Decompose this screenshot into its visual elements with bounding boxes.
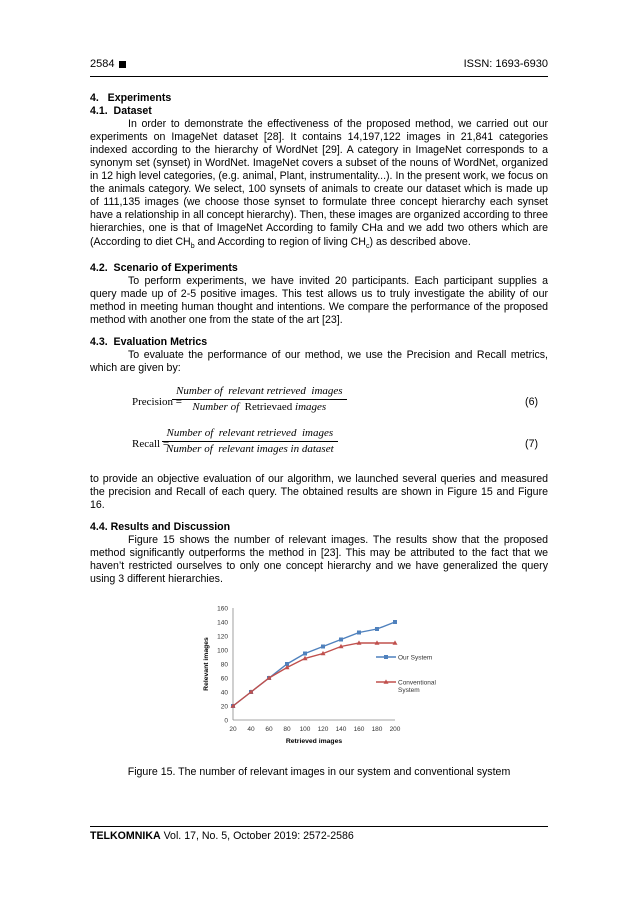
x-tick-label: 140 bbox=[335, 726, 347, 733]
x-tick-label: 80 bbox=[283, 726, 291, 733]
legend-marker bbox=[384, 655, 388, 659]
y-tick-label: 120 bbox=[217, 633, 228, 641]
y-tick-label: 100 bbox=[217, 647, 228, 655]
equation-recall: Recall = Number of relevant retrieved images Number of relevant images in dataset (7) bbox=[132, 427, 538, 456]
y-tick-label: 60 bbox=[220, 675, 228, 683]
paragraph: To evaluate the performance of our method, we use the Precision and Recall metrics, which are given by: bbox=[90, 348, 548, 374]
x-tick-label: 60 bbox=[265, 726, 273, 733]
figure-15-chart bbox=[200, 600, 436, 755]
data-point bbox=[339, 638, 343, 642]
subsection-heading: 4.2. Scenario of Experiments bbox=[90, 261, 238, 274]
y-tick-label: 80 bbox=[220, 661, 228, 669]
footer-rule bbox=[90, 826, 548, 827]
page-footer bbox=[90, 830, 354, 842]
legend-label: System bbox=[398, 687, 420, 694]
x-tick-label: 100 bbox=[299, 726, 311, 733]
data-point bbox=[357, 631, 361, 635]
x-tick-label: 160 bbox=[353, 726, 365, 733]
legend-label: Conventional bbox=[398, 679, 436, 687]
paragraph: Figure 15 shows the number of relevant images. The results show that the proposed method significantly outperforms the method in [23]. This may be attributed to the fact that we haven’t restricted ourselves to only one concept hierarchy and we have generalized the query using 3 different hierarchies. bbox=[90, 534, 548, 586]
data-point bbox=[321, 645, 325, 649]
y-tick-label: 20 bbox=[220, 703, 228, 711]
square-bullet-icon bbox=[119, 61, 126, 68]
page-number: 2584 bbox=[90, 58, 126, 70]
series-line-conventional-system bbox=[233, 643, 395, 706]
issn: ISSN: 1693-6930 bbox=[463, 58, 548, 70]
paragraph: In order to demonstrate the effectiveness of the proposed method, we carried out our experiments on ImageNet dataset [28]. It contains 14,197,122 images in 21,841 categories indexed according to the hierarchy of WordNet [29]. A category in ImageNet corresponds to a synonym set (synset) in WordNet. ImageNet covers a subset of the nouns of WordNet, organized in 12 high level categories, (e.g. animal, Plant, instrumentality...). In the present work, we focus on the animals category. We select, 100 synsets of animals to create our dataset which is made up of 111,135 images (we choose those synset to formulate three concept hierarchy each synset have a relationship in all concept hierarchy). Then, these images are organized according to three hierarchies, one is that of ImageNet According to family CHa and we add two others which are (According to diet $CH_b$ and According to region of living $CH_c$) as described above. bbox=[90, 118, 548, 250]
x-tick-label: 180 bbox=[371, 726, 383, 733]
journal-details: Vol. 17, No. 5, October 2019: 2572-2586 bbox=[163, 830, 354, 842]
y-tick-label: 0 bbox=[224, 717, 228, 725]
x-tick-label: 120 bbox=[317, 726, 329, 733]
figure-caption: Figure 15. The number of relevant images in our system and conventional system bbox=[127, 766, 511, 778]
line-chart bbox=[200, 600, 436, 755]
y-tick-label: 160 bbox=[217, 605, 228, 613]
body-text bbox=[90, 92, 548, 586]
data-point bbox=[393, 620, 397, 624]
paragraph: To perform experiments, we have invited 20 participants. Each participant supplies a query made up of 2-5 positive images. This test allows us to truly investigate the ability of our method in meeting human thought and intentions. We compare the performance of the proposed method with another one from the state of the art [23]. bbox=[90, 274, 548, 326]
y-tick-label: 140 bbox=[217, 619, 228, 627]
journal-name: TELKOMNIKA bbox=[90, 830, 161, 842]
paragraph: to provide an objective evaluation of our algorithm, we launched several queries and measured the precision and Recall of each query. The obtained results are shown in Figure 15 and Figure 16. bbox=[90, 473, 548, 512]
subsection-heading: 4.4. Results and Discussion bbox=[90, 521, 231, 534]
x-tick-label: 200 bbox=[389, 726, 401, 733]
subsection-heading: 4.1. Dataset bbox=[90, 105, 152, 118]
x-axis-label: Retrieved images bbox=[285, 738, 343, 745]
series-line-our-system bbox=[233, 622, 395, 706]
y-tick-label: 40 bbox=[220, 689, 228, 697]
data-point bbox=[375, 627, 379, 631]
header-rule bbox=[90, 76, 548, 77]
x-tick-label: 20 bbox=[229, 726, 237, 733]
y-axis-label: Relevant images bbox=[203, 637, 210, 691]
legend-label: Our System bbox=[398, 654, 433, 662]
subsection-heading: 4.3. Evaluation Metrics bbox=[90, 335, 208, 348]
x-tick-label: 40 bbox=[247, 726, 255, 733]
data-point bbox=[303, 652, 307, 656]
equation-precision: Precision = Number of relevant retrieved images Number of Retrievaed images (6) bbox=[132, 385, 538, 414]
section-heading: 4. Experiments bbox=[90, 92, 172, 104]
